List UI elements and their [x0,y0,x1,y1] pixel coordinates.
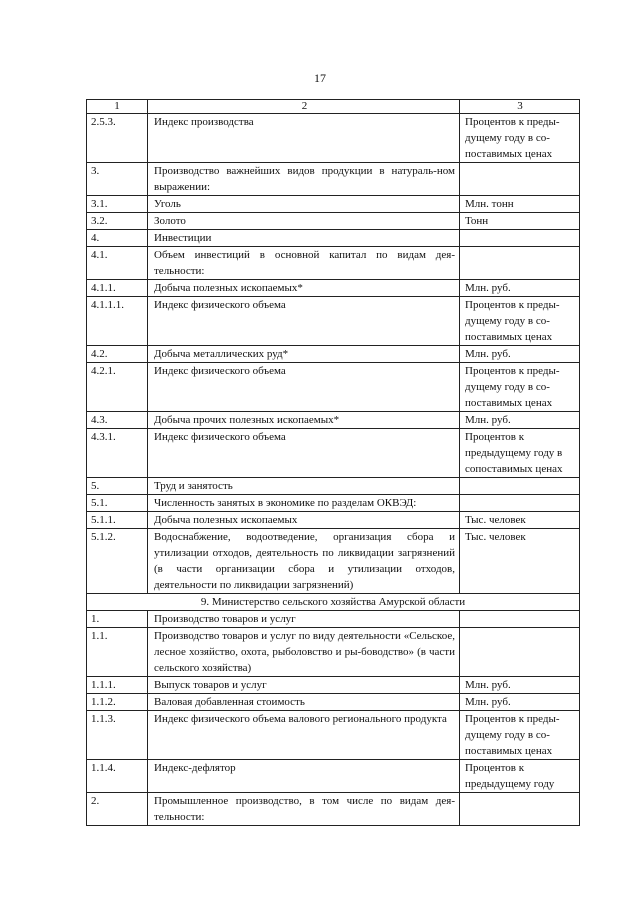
row-unit: Млн. руб. [460,677,580,694]
row-indicator: Выпуск товаров и услуг [148,677,460,694]
row-unit: Тыс. человек [460,512,580,529]
table-row [87,297,580,346]
row-indicator: Уголь [148,196,460,213]
row-number: 3.1. [87,196,148,213]
row-number: 4.1.1.1. [87,297,148,346]
row-unit [460,478,580,495]
row-unit: Тонн [460,213,580,230]
row-indicator: Индекс физического объема [148,429,460,478]
row-indicator: Добыча полезных ископаемых* [148,280,460,297]
row-number: 4.1.1. [87,280,148,297]
header-col-1: 1 [87,100,148,114]
row-unit [460,611,580,628]
table-row [87,628,580,677]
row-number: 2. [87,793,148,826]
row-number: 5.1.2. [87,529,148,594]
row-indicator: Индекс физического объема [148,363,460,412]
table-row [87,694,580,711]
row-unit: Процентов к преды-дущему году в со-поставимых ценах [460,363,580,412]
row-unit: Млн. руб. [460,346,580,363]
indicators-table [86,99,580,826]
table-row [87,529,580,594]
table-row [87,363,580,412]
table-row [87,760,580,793]
row-number: 4.2.1. [87,363,148,412]
row-number: 1.1.2. [87,694,148,711]
row-number: 2.5.3. [87,114,148,163]
row-indicator: Производство товаров и услуг по виду деятельности «Сельское, лесное хозяйство, охота, рыболовство и ры-боводство» (в части сельского хозяйства) [148,628,460,677]
section-title: 9. Министерство сельского хозяйства Амурской области [87,594,580,611]
table-row [87,495,580,512]
row-unit [460,495,580,512]
row-number: 3. [87,163,148,196]
row-number: 5.1.1. [87,512,148,529]
table-row [87,230,580,247]
row-unit [460,793,580,826]
row-unit: Процентов к предыдущему году в сопоставимых ценах [460,429,580,478]
table-row [87,196,580,213]
table-row [87,793,580,826]
row-indicator: Объем инвестиций в основной капитал по видам дея-тельности: [148,247,460,280]
table-row [87,213,580,230]
row-number: 1.1.1. [87,677,148,694]
row-number: 4. [87,230,148,247]
table-body-part2 [87,611,580,826]
row-indicator: Добыча металлических руд* [148,346,460,363]
row-unit [460,163,580,196]
section-header-row [87,594,580,611]
row-indicator: Численность занятых в экономике по разделам ОКВЭД: [148,495,460,512]
row-number: 4.3. [87,412,148,429]
row-number: 4.1. [87,247,148,280]
row-unit: Процентов к преды-дущему году в со-поставимых ценах [460,297,580,346]
table-row [87,611,580,628]
row-number: 1.1.4. [87,760,148,793]
table-row [87,512,580,529]
row-number: 3.2. [87,213,148,230]
row-indicator: Индекс производства [148,114,460,163]
table-row [87,247,580,280]
row-indicator: Индекс физического объема [148,297,460,346]
row-number: 5. [87,478,148,495]
row-indicator: Труд и занятость [148,478,460,495]
page-number: 17 [314,71,326,85]
row-indicator: Промышленное производство, в том числе по видам дея-тельности: [148,793,460,826]
row-unit: Млн. руб. [460,280,580,297]
row-indicator: Валовая добавленная стоимость [148,694,460,711]
row-number: 1. [87,611,148,628]
table-row [87,346,580,363]
table-row [87,429,580,478]
header-col-2: 2 [148,100,460,114]
row-number: 1.1.3. [87,711,148,760]
row-number: 1.1. [87,628,148,677]
row-number: 5.1. [87,495,148,512]
row-unit: Процентов к предыдущему году [460,760,580,793]
table-row [87,677,580,694]
row-indicator: Добыча прочих полезных ископаемых* [148,412,460,429]
row-indicator: Водоснабжение, водоотведение, организация сбора и утилизации отходов, деятельность по ликвидации загрязнений (в части организации сбора и утилизации отходов, деятельности по ликвидации загрязнений) [148,529,460,594]
row-unit: Процентов к преды-дущему году в со-поставимых ценах [460,711,580,760]
row-unit: Млн. руб. [460,412,580,429]
header-col-3: 3 [460,100,580,114]
row-unit [460,230,580,247]
row-number: 4.2. [87,346,148,363]
row-indicator: Инвестиции [148,230,460,247]
row-unit: Тыс. человек [460,529,580,594]
row-number: 4.3.1. [87,429,148,478]
row-indicator: Добыча полезных ископаемых [148,512,460,529]
table-row [87,163,580,196]
table-row [87,711,580,760]
row-indicator: Индекс-дефлятор [148,760,460,793]
row-indicator: Производство товаров и услуг [148,611,460,628]
row-unit: Процентов к преды-дущему году в со-поставимых ценах [460,114,580,163]
table-row [87,412,580,429]
row-unit [460,628,580,677]
row-indicator: Индекс физического объема валового регионального продукта [148,711,460,760]
table-header-row [87,100,580,114]
row-indicator: Золото [148,213,460,230]
table-row [87,478,580,495]
row-indicator: Производство важнейших видов продукции в натураль-ном выражении: [148,163,460,196]
row-unit: Млн. тонн [460,196,580,213]
table-row [87,280,580,297]
table-row [87,114,580,163]
row-unit [460,247,580,280]
row-unit: Млн. руб. [460,694,580,711]
table-body-part1 [87,114,580,594]
